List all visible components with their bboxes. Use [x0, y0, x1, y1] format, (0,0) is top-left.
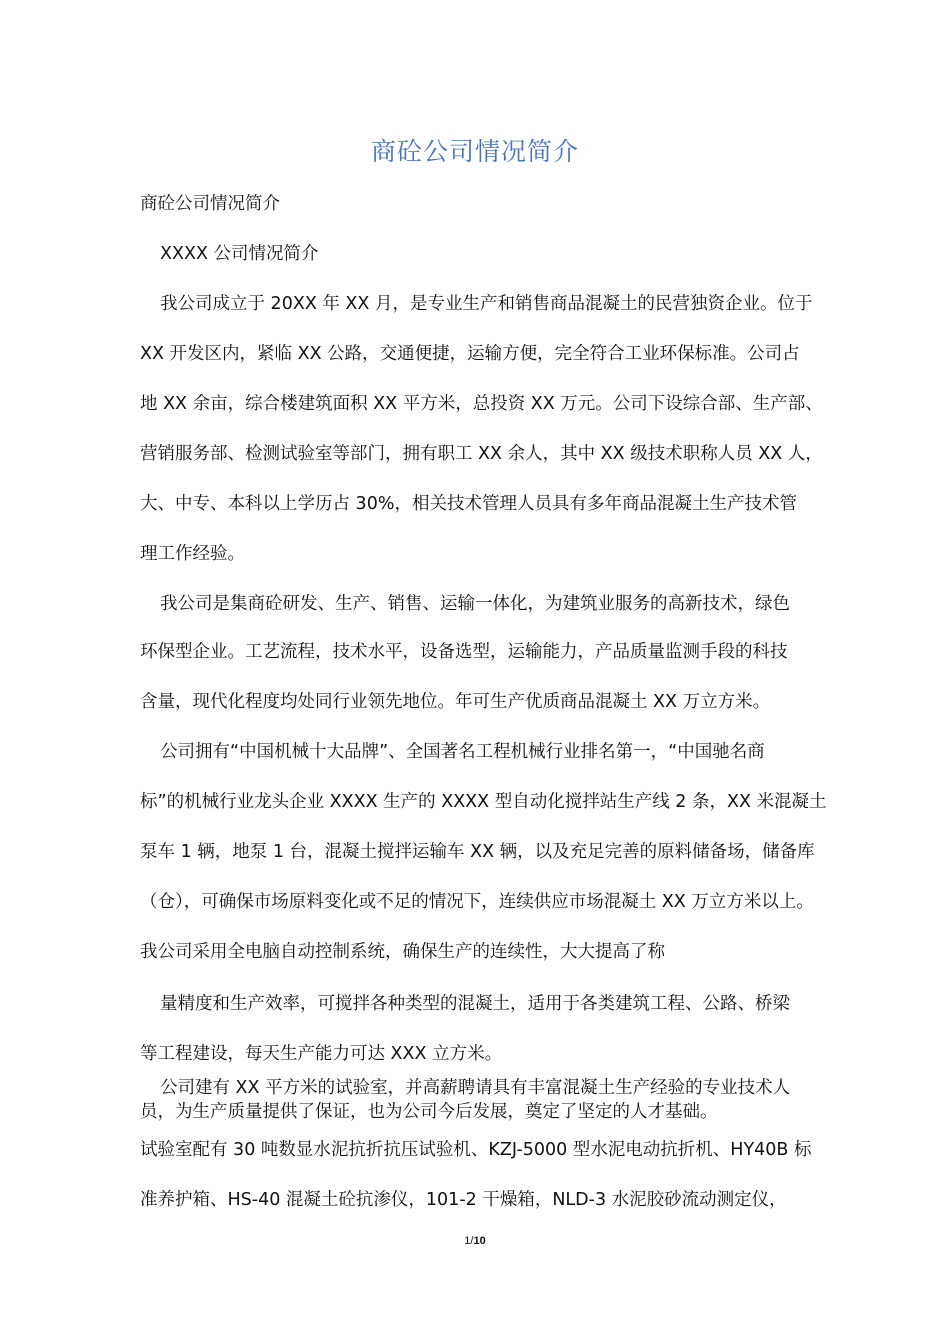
text-line: 员，为生产质量提供了保证，也为公司今后发展，奠定了坚定的人才基础。 — [140, 1102, 718, 1122]
text-line: 理工作经验。 — [140, 544, 245, 564]
text-line: 营销服务部、检测试验室等部门，拥有职工 XX 余人，其中 XX 级技术职称人员 XX 人， — [140, 444, 823, 464]
text-line: 泵车 1 辆，地泵 1 台，混凝土搅拌运输车 XX 辆，以及充足完善的原料储备场，储备库 — [140, 842, 815, 862]
page-total: 10 — [473, 1235, 486, 1247]
text-line: 公司拥有“中国机械十大品牌”、全国著名工程机械行业排名第一，“中国驰名商 — [160, 742, 765, 762]
text-line: 量精度和生产效率，可搅拌各种类型的混凝土，适用于各类建筑工程、公路、桥梁 — [160, 994, 790, 1014]
page-number: 1/10 — [464, 1235, 486, 1247]
page-current: 1 — [464, 1235, 471, 1247]
text-line: 地 XX 余亩，综合楼建筑面积 XX 平方米，总投资 XX 万元。公司下设综合部、生产部、 — [140, 394, 823, 414]
text-line: 公司建有 XX 平方米的试验室，并高薪聘请具有丰富混凝土生产经验的专业技术人 — [160, 1078, 791, 1098]
document-title: 商砼公司情况简介 — [370, 137, 579, 166]
text-line: 标”的机械行业龙头企业 XXXX 生产的 XXXX 型自动化搅拌站生产线 2 条，XX 米混凝土 — [140, 792, 827, 812]
text-line: 大、中专、本科以上学历占 30%，相关技术管理人员具有多年商品混凝土生产技术管 — [140, 494, 797, 514]
text-line: 含量，现代化程度均处同行业领先地位。年可生产优质商品混凝土 XX 万立方米。 — [140, 692, 771, 712]
text-line: 我公司成立于 20XX 年 XX 月，是专业生产和销售商品混凝土的民营独资企业。位于 — [160, 294, 813, 314]
text-line: 准养护箱、HS-40 混凝土砼抗渗仪，101-2 干燥箱，NLD-3 水泥胶砂流动测定仪， — [140, 1190, 787, 1210]
text-line: 我公司采用全电脑自动控制系统，确保生产的连续性，大大提高了称 — [140, 942, 665, 962]
text-line: XXXX 公司情况简介 — [160, 244, 319, 264]
text-line: XX 开发区内，紧临 XX 公路，交通便捷，运输方便，完全符合工业环保标准。公司占 — [140, 344, 800, 364]
text-line: 试验室配有 30 吨数显水泥抗折抗压试验机、KZJ-5000 型水泥电动抗折机、HY40B 标 — [140, 1140, 812, 1160]
text-line: （仓），可确保市场原料变化或不足的情况下，连续供应市场混凝土 XX 万立方米以上。 — [140, 892, 814, 912]
text-line: 环保型企业。工艺流程，技术水平，设备选型，运输能力，产品质量监测手段的科技 — [140, 642, 788, 662]
text-line: 我公司是集商砼研发、生产、销售、运输一体化，为建筑业服务的高新技术，绿色 — [160, 594, 790, 614]
text-line: 商砼公司情况简介 — [140, 194, 280, 214]
text-line: 等工程建设，每天生产能力可达 XXX 立方米。 — [140, 1044, 503, 1064]
